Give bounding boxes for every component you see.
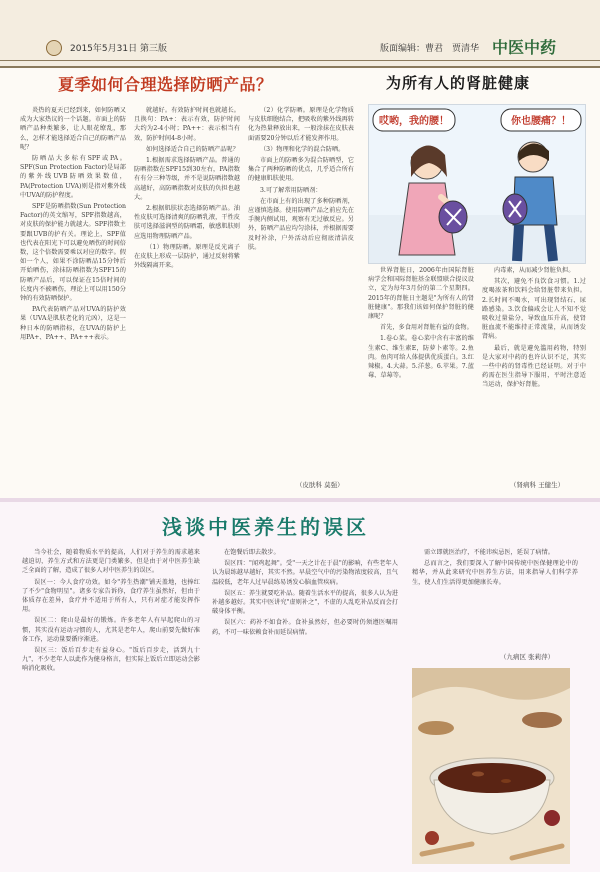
tcm-col-1 [22,548,200,864]
paragraph: 误区五：养生就要吃补品。随着生活水平的提高，很多人认为进补越多越好。其实中医讲究"虚则补之"，不虚的人乱吃补品反而会打破身体平衡。 [212,589,398,616]
paragraph: 世界肾脏日，2006年由国际肾脏病学会和国际肾脏基金联盟联合提议设立，定为每年3月份的第二个星期四。2015年的肾脏日主题是"为所有人的肾脏健康"。那我们该如何保护肾脏的健康呢？ [368,267,474,321]
paragraph: 内毒素，从而减少肾脏负担。 [494,267,575,274]
section-title: 中医中药 [492,38,557,57]
paragraph: 误区六：药补不如食补。食补虽然好，但必要时仍须遵医嘱用药，不可一味依赖食补而延误病情。 [212,619,398,636]
paragraph: 1.卷心菜。卷心菜中含有丰富的维生素C、维生素E，防萝卜素等。2.鱼肉。鱼肉可给人体提供优质蛋白。3.红辣椒。4.大蒜。5.洋葱。6.苹果。7.蓝莓、草莓等。 [368,335,474,380]
paragraph: 3.可了解常用防晒剂： [260,186,322,194]
bubble-right-text: 你也腰痛？！ [511,116,571,127]
page-header [0,0,600,68]
tcm-col-3 [412,548,578,648]
sunscreen-col-1 [20,106,126,490]
sunscreen-article-title: 夏季如何合理选择防晒产品？ [58,75,273,94]
page-editor: 版面编辑：曹君 贾清华 [380,44,480,54]
paragraph: 首先，多食用对肾脏有益的食物。 [380,324,473,332]
tcm-byline: （九病区 张莉萍） [500,653,555,661]
kidney-cartoon-illustration [368,104,586,264]
paragraph: 误区二：爬山是最好的锻炼。许多老年人有早起爬山的习惯，其实没有运动习惯的人，尤其是老年人，爬山前要先做好准备工作，运动量要循序渐进。 [22,617,200,643]
paragraph: 总而言之，我们要深入了解中国传统中医保健理论中的精华，并从此来研究中医养生方法，用来指导人们科学养生，使人们生活得更加健康长寿。 [412,560,578,586]
hospital-logo [46,40,62,56]
paragraph: （2）化学防晒。原理是化学物质与皮肤细胞结合，把吸收的紫外线再转化为热量释放出来，一般涂抹在皮肤表面需要20分钟以后才能发挥作用。 [248,107,354,142]
paragraph: 需立即就医治疗，不能讳疾忌医，延误了病情。 [424,549,554,556]
bubble-left-text: 哎哟，我的腰！ [379,116,449,127]
herbal-soup-photo [412,668,570,864]
paragraph: 误区一：今人食疗功效。如今"养生热潮"铺天盖地，也捧红了不少"食物明星"。诸多专家告诉你，食疗养生虽然好，但由于体质存在差异，食疗并不适用于所有人，只有对症才能发挥作用。 [22,578,200,614]
paragraph: 误区四："闻鸡起舞"。受"一天之计在于晨"的影响，有些老年人认为晨练越早越好，其实不然。早晨空气中的污染物浓度较高，且气温较低，老年人过早晨练易诱发心脑血管疾病。 [212,560,398,586]
paragraph: 在市面上有的出现了多种防晒剂，应谨慎选择。使用防晒产品之前应先在手腕内侧试用，观察有无过敏反应。另外，防晒产品应均匀涂抹，并根据需要及时补涂，户外活动后应彻底清洁皮肤。 [248,197,354,251]
kidney-article-title: 为所有人的肾脏健康 [386,74,531,92]
paragraph: SPF是防晒指数(Sun Protection Factor)的英文缩写，SPF指数越高，对皮肤的保护能力就越大。SPF指数主要跟UVB的护有关。理论上，SPF值也代表在阳光下可以避免晒伤的时间倍数，这个倍数需要乘以对应的数字。假如一个人，如果不涂防晒品15分钟后开始晒伤，涂抹防晒指数为SPF15的防晒产品后，可以保证在15倍时间的长度内不被晒伤，理论上可以用150分钟的有效防晒保护。 [20,203,126,303]
kidney-col-2 [482,266,586,472]
paragraph: （3）物理和化学的混合防晒。 [260,145,345,153]
sunscreen-col-3 [248,106,354,476]
paragraph: 如何选择适合自己的防晒产品呢？ [146,145,239,153]
kidney-col-1 [368,266,474,480]
paragraph: 防晒品大多标有SPF或PA。SPF(Sun Protection Factor)是局部的紫外线UVB防晒效果数值，PA(Protection UVA)则是指对紫外线中UVA的防护程度。 [20,155,126,199]
issue-date: 2015年5月31日 第三版 [70,44,167,54]
paragraph: 市面上的防晒多为混合防晒型，它集合了两种防晒的优点，几乎适合所有的健康肌肤使用。 [248,157,354,183]
cartoon-drawing [369,105,585,263]
paragraph: 其次，避免不良饮食习惯。1.过度喝浓茶和饮料会给肾脏带来负担。2.长时间不喝水，可出现肾结石、尿路感染。3.饮食偏咸会让人不知不觉吸收过量盐分，导致血压升高，使肾脏血流不能维持正常流量，从而诱发肾病。 [482,278,586,341]
header-rule [0,60,600,61]
paragraph: （1）物理防晒。原理是反光离子在皮肤上形成一层防护，通过反射将紫外线隔离开来。 [134,243,240,270]
paragraph: 就越好。有效防护时间也就越长。且换句：PA+：表示有效，防护时间大约为2-4小时；PA++：表示相当有效，防护时间4-8小时。 [134,107,240,142]
sunscreen-byline: （皮肤科 莫强） [296,481,344,489]
paragraph: PA代表防晒产品对UVA的防护效果（UVA是肌肤老化的元凶），这是一种日本的防晒指标，在UVA的防护上用PA+、PA++、PA+++表示。 [20,306,126,341]
paragraph: 炎热的夏天已经到来，如何防晒又成为大家热议的一个话题。市面上的防晒产品种类繁多，让人眼花缭乱，那么，怎样才能选择适合自己的防晒产品呢？ [20,107,126,151]
paragraph: 最后，就是避免滥用药物，特别是大家对中药的也许认识不足，其实一些中药的肾毒性已经证明。对于中药需在医生指导下服用，平时注意适当运动，保护好肾脏。 [482,344,586,389]
paragraph: 误区三：饭后百步走有益身心。"饭后百步走，活到九十九"，不少老年人以此作为健身格言，但实际上饭后立即运动会影响消化吸收。 [22,647,200,673]
paragraph: 1.根据需求选择防晒产品。普通的防晒指数在SPF15到30左右，PA指数有有分三种等级，并不是说防晒指数越高越好，高防晒指数对皮肤的负担也越大。 [134,157,240,201]
tcm-article-title: 浅谈中医养生的误区 [162,515,369,539]
paragraph: 2.根据肌肤状态选择防晒产品。油性皮肤可选择清爽的防晒乳液，干性皮肤可选择滋润型的防晒霜，敏感肌肤则应选用物理防晒产品。 [134,205,240,240]
kidney-byline: （肾病科 王健生） [510,481,565,489]
paragraph: 当今社会，随着物质水平的提高，人们对于养生的需求越来越迫切，养生方式和方法更是门类繁多，但是由于对中医养生缺乏全面的了解，造成了很多人对中医养生的误区。 [22,549,200,575]
tcm-col-2 [212,548,398,864]
herbal-soup-drawing [412,668,570,864]
paragraph: 在饱餐后即去散步。 [224,549,280,556]
sunscreen-col-2 [134,106,240,490]
